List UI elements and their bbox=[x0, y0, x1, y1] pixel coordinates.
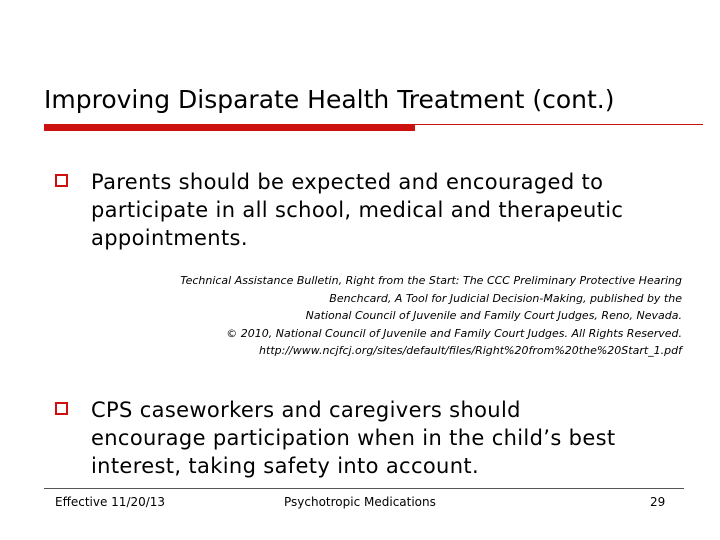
bullet-line: CPS caseworkers and caregivers should bbox=[91, 398, 521, 422]
hollow-square-bullet-icon bbox=[55, 402, 68, 415]
citation-line: Technical Assistance Bulletin, Right from the Start: The CCC Preliminary Protective Hearing bbox=[180, 274, 682, 287]
citation-line: Benchcard, A Tool for Judicial Decision-Making, published by the bbox=[329, 291, 682, 305]
bullet-text bbox=[91, 396, 691, 480]
footer-date: Effective 11/20/13 bbox=[55, 495, 166, 509]
footer-divider bbox=[44, 488, 684, 489]
bullet-line: interest, taking safety into account. bbox=[91, 454, 479, 478]
slide-title: Improving Disparate Health Treatment (cont.) bbox=[44, 85, 615, 114]
citation-url[interactable]: http://www.ncjfcj.org/sites/default/files/Right%20from%20the%20Start_1.pdf bbox=[259, 344, 682, 357]
title-underline-rule bbox=[415, 124, 703, 125]
bullet-text bbox=[91, 168, 691, 252]
bullet-line: encourage participation when in the child’s best bbox=[91, 426, 616, 450]
citation-block bbox=[102, 272, 682, 360]
bullet-line: Parents should be expected and encouraged to bbox=[91, 170, 604, 194]
bullet-line: participate in all school, medical and therapeutic bbox=[91, 198, 624, 222]
citation-line: © 2010, National Council of Juvenile and Family Court Judges. All Rights Reserved. bbox=[226, 326, 682, 340]
page-number: 29 bbox=[650, 495, 666, 509]
title-underline-accent bbox=[44, 124, 415, 131]
citation-line: National Council of Juvenile and Family Court Judges, Reno, Nevada. bbox=[305, 309, 682, 322]
footer-topic: Psychotropic Medications bbox=[284, 495, 436, 509]
hollow-square-bullet-icon bbox=[55, 174, 68, 187]
bullet-line: appointments. bbox=[91, 226, 248, 250]
